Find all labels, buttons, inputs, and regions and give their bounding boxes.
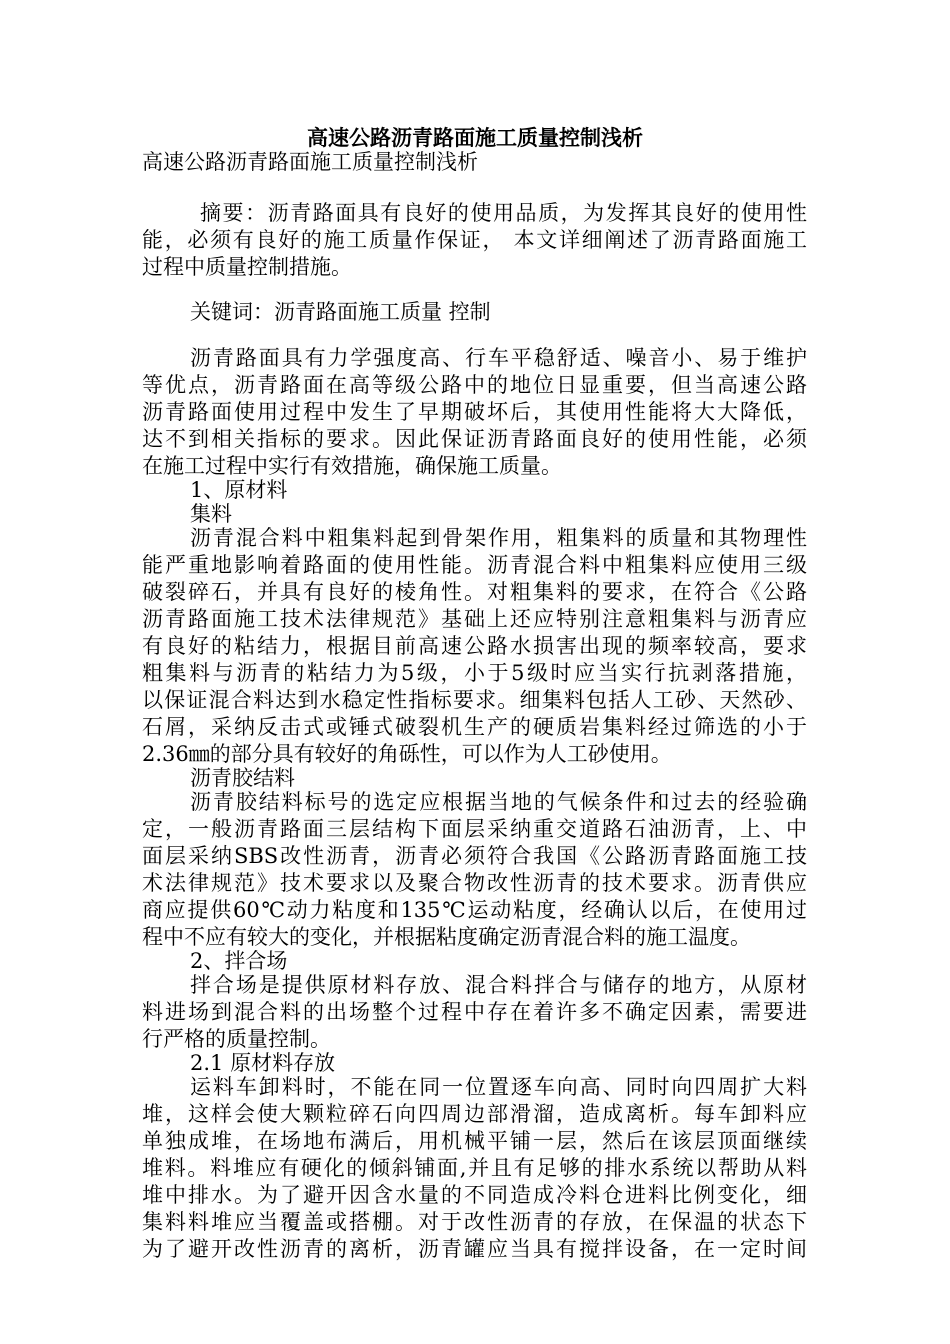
paragraph-line: 程中不应有较大的变化，并根据粘度确定沥青混合料的施工温度。 bbox=[142, 925, 751, 949]
paragraph-line: 石屑，采纳反击式或锤式破裂机生产的硬质岩集料经过筛选的小于 bbox=[142, 715, 807, 739]
paragraph-line: 粗集料与沥青的粘结力为5级，小于5级时应当实行抗剥落措施， bbox=[142, 661, 807, 685]
document-subtitle: 高速公路沥青路面施工质量控制浅析 bbox=[142, 150, 478, 174]
paragraph-line: 沥青路面具有力学强度高、行车平稳舒适、噪音小、易于维护 bbox=[190, 346, 807, 370]
paragraph-line: 在施工过程中实行有效措施，确保施工质量。 bbox=[142, 454, 562, 478]
paragraph-line: 能严重地影响着路面的使用性能。沥青混合料中粗集料应使用三级 bbox=[142, 553, 807, 577]
paragraph-line: 单独成堆，在场地布满后，用机械平铺一层，然后在该层顶面继续 bbox=[142, 1129, 807, 1153]
paragraph-line: 堆，这样会使大颗粒碎石向四周边部滑溜，造成离析。每车卸料应 bbox=[142, 1102, 807, 1126]
paragraph-line: 破裂碎石，并具有良好的棱角性。对粗集料的要求，在符合《公路 bbox=[142, 580, 807, 604]
section-heading: 1、原材料 bbox=[190, 478, 288, 502]
paragraph-line: 运料车卸料时，不能在同一位置逐车向高、同时向四周扩大料 bbox=[190, 1075, 807, 1099]
paragraph-line: 沥青路面使用过程中发生了早期破坏后，其使用性能将大大降低， bbox=[142, 400, 807, 424]
keywords-line: 关键词：沥青路面施工质量 控制 bbox=[190, 300, 491, 324]
abstract-line-1: 摘要：沥青路面具有良好的使用品质，为发挥其良好的使用性 bbox=[200, 201, 807, 225]
paragraph-line: 为了避开改性沥青的离析，沥青罐应当具有搅拌设备，在一定时间 bbox=[142, 1237, 807, 1261]
paragraph-line: 堆中排水。为了避开因含水量的不同造成冷料仓进料比例变化，细 bbox=[142, 1183, 807, 1207]
paragraph-line: 有良好的粘结力，根据目前高速公路水损害出现的频率较高，要求 bbox=[142, 634, 807, 658]
paragraph-line: 2.36㎜的部分具有较好的角砾性，可以作为人工砂使用。 bbox=[142, 742, 672, 766]
paragraph-line: 达不到相关指标的要求。因此保证沥青路面良好的使用性能，必须 bbox=[142, 427, 807, 451]
abstract-line-2: 能，必须有良好的施工质量作保证， 本文详细阐述了沥青路面施工 bbox=[142, 228, 807, 252]
paragraph-line: 集料料堆应当覆盖或搭棚。对于改性沥青的存放，在保温的状态下 bbox=[142, 1210, 807, 1234]
paragraph-line: 沥青路面施工技术法律规范》基础上还应特别注意粗集料与沥青应 bbox=[142, 607, 807, 631]
paragraph-line: 拌合场是提供原材料存放、混合料拌合与储存的地方，从原材 bbox=[190, 973, 807, 997]
subsection-heading: 2.1 原材料存放 bbox=[190, 1051, 336, 1075]
paragraph-line: 等优点，沥青路面在高等级公路中的地位日显重要，但当高速公路 bbox=[142, 373, 807, 397]
subsection-heading: 沥青胶结料 bbox=[190, 766, 295, 790]
paragraph-line: 堆料。料堆应有硬化的倾斜铺面,并且有足够的排水系统以帮助从料 bbox=[142, 1156, 807, 1180]
subsection-heading: 集料 bbox=[190, 502, 232, 526]
paragraph-line: 以保证混合料达到水稳定性指标要求。细集料包括人工砂、天然砂、 bbox=[142, 688, 807, 712]
paragraph-line: 沥青混合料中粗集料起到骨架作用，粗集料的质量和其物理性 bbox=[190, 526, 807, 550]
paragraph-line: 商应提供60℃动力粘度和135℃运动粘度，经确认以后，在使用过 bbox=[142, 898, 807, 922]
abstract-line-3: 过程中质量控制措施。 bbox=[142, 255, 352, 279]
paragraph-line: 定，一般沥青路面三层结构下面层采纳重交道路石油沥青，上、中 bbox=[142, 817, 807, 841]
paragraph-line: 料进场到混合料的出场整个过程中存在着许多不确定因素，需要进 bbox=[142, 1000, 807, 1024]
paragraph-line: 行严格的质量控制。 bbox=[142, 1027, 331, 1051]
section-heading: 2、拌合场 bbox=[190, 949, 288, 973]
paragraph-line: 面层采纳SBS改性沥青，沥青必须符合我国《公路沥青路面施工技 bbox=[142, 844, 807, 868]
paragraph-line: 术法律规范》技术要求以及聚合物改性沥青的技术要求。沥青供应 bbox=[142, 871, 807, 895]
document-title: 高速公路沥青路面施工质量控制浅析 bbox=[307, 125, 643, 150]
paragraph-line: 沥青胶结料标号的选定应根据当地的气候条件和过去的经验确 bbox=[190, 790, 807, 814]
